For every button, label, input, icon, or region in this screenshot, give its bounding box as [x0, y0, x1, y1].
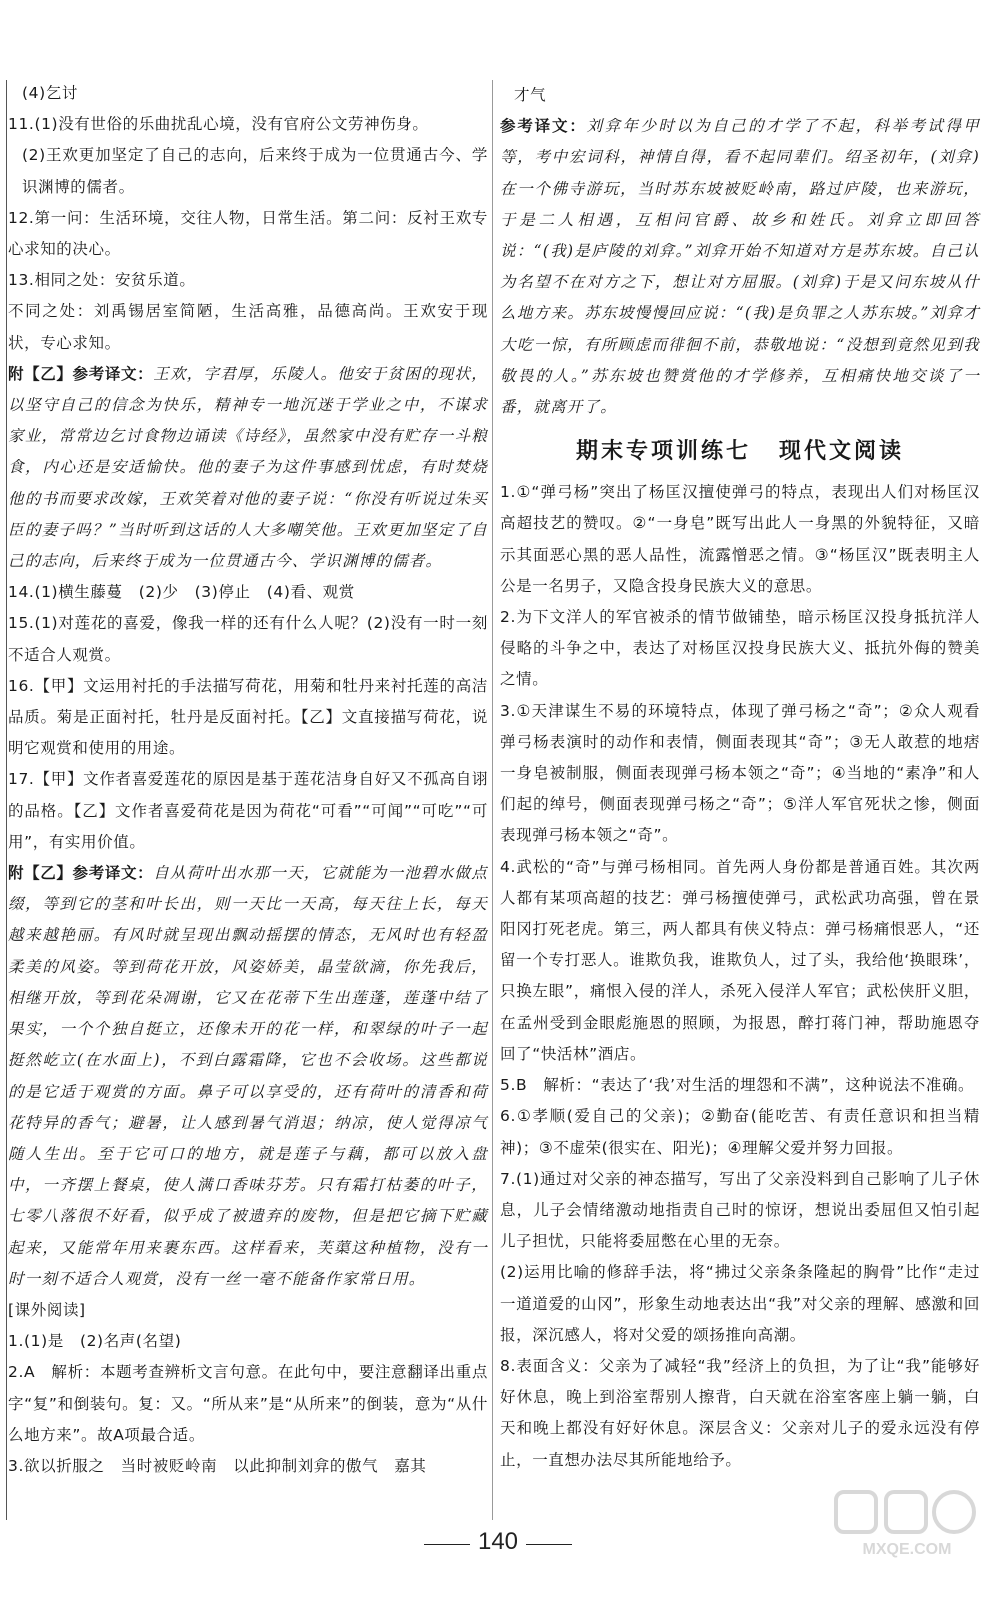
column-divider: [492, 80, 493, 1520]
section-title: [500, 431, 980, 471]
answer-r2: 2.为下文洋人的军官被杀的情节做铺垫，暗示杨匡汉投身抵抗洋人侵略的斗争之中，表达了对杨匡汉投身民族大义、抵抗外侮的赞美之情。: [500, 608, 980, 689]
q13-translation: [8, 359, 488, 577]
translation-label: 参考译文：: [500, 117, 587, 136]
watermark-logo: [832, 1488, 982, 1560]
section-title-main: 期末专项训练七: [575, 438, 751, 465]
answer-r1: 1.①“弹弓杨”突出了杨匡汉擅使弹弓的特点，表现出人们对杨匡汉高超技艺的赞叹。②“一身皂”既写出此人一身黑的外貌特征，又暗示其面恶心黑的恶人品性，流露憎恶之情。③“杨匡汉”既表明主人公是一名男子，又隐含投身民族大义的意思。: [500, 483, 980, 595]
answer-q16: 16.【甲】文运用衬托的手法描写荷花，用菊和牡丹来衬托莲的高洁品质。菊是正面衬托，牡丹是反面衬托。【乙】文直接描写荷花，说明它观赏和使用的用途。: [8, 676, 488, 758]
answer-q11-1: 11.(1)没有世俗的乐曲扰乱心境，没有官府公文劳神伤身。: [8, 115, 429, 134]
answer-r3: 3.①天津谋生不易的环境特点，体现了弹弓杨之“奇”；②众人观看弹弓杨表演时的动作和表情，侧面表现其“奇”；③无人敢惹的地痞一身皂被制服，侧面表现弹弓杨本领之“奇”；④当地的“素净”和人们起的绰号，侧面表现弹弓杨之“奇”；⑤洋人军官死状之惨，侧面表现弹弓杨本领之“奇”。: [500, 701, 980, 845]
page-number: 140: [477, 1528, 519, 1555]
footer-rule-left: [424, 1544, 470, 1545]
extra-translation: [500, 111, 980, 423]
answer-extra-3: 3.欲以折服之 当时被贬岭南 以此抑制刘弇的傲气 嘉其: [8, 1456, 427, 1475]
translation-label: 附【乙】参考译文：: [8, 364, 154, 383]
answer-r8: 8.表面含义：父亲为了减轻“我”经济上的负担，为了让“我”能够好好休息，晚上到浴室帮别人擦背，白天就在浴室客座上躺一躺，白天和晚上都没有好好休息。深层含义：父亲对儿子的爱永远没有停止，一直想办法尽其所能地给予。: [500, 1356, 980, 1469]
answer-q17: 17.【甲】文作者喜爱莲花的原因是基于莲花洁身自好又不孤高自诩的品格。【乙】文作者喜爱荷花是因为荷花“可看”“可闻”“可吃”“可用”，有实用价值。: [8, 770, 488, 851]
answer-r4: 4.武松的“奇”与弹弓杨相同。首先两人身份都是普通百姓。其次两人都有某项高超的技艺：弹弓杨擅使弹弓，武松武功高强，曾在景阳冈打死老虎。第三，两人都具有侠义特点：弹弓杨痛恨恶人，“还留一个专打恶人。谁欺负我，谁欺负人，过了头，我给他‘换眼珠’，只换左眼”，痛恨入侵的洋人，杀死入侵洋人军官；武松侠肝义胆，在孟州受到金眼彪施恩的照顾，为报恩，醉打蒋门神，帮助施恩夺回了“快活林”酒店。: [500, 857, 980, 1063]
answer-q13-same: 13.相同之处：安贫乐道。: [8, 271, 196, 290]
translation-text: 刘弇年少时以为自己的才学了不起，科举考试得甲等，考中宏词科，神情自得，看不起同辈们。绍圣初年，(刘弇)在一个佛寺游玩，当时苏东坡被贬岭南，路过庐陵，也来游玩，于是二人相遇，互相问官爵、故乡和姓氏。刘弇立即回答说：“(我)是庐陵的刘弇。”刘弇开始不知道对方是苏东坡。自己认为名望不在对方之下，想让对方屈服。(刘弇)于是又问东坡从什么地方来。苏东坡慢慢回应说：“(我)是负罪之人苏东坡。”刘弇才大吃一惊，有所顾虑而徘徊不前，恭敬地说：“没想到竟然见到我敬畏的人。”苏东坡也赞赏他的才学修养，互相痛快地交谈了一番，就离开了。: [500, 117, 980, 417]
answer-q11-2: (2)王欢更加坚定了自己的志向，后来终于成为一位贯通古今、学识渊博的儒者。: [22, 146, 488, 196]
translation-text: 王欢，字君厚，乐陵人。他安于贫困的现状，以坚守自己的信念为快乐，精神专一地沉迷于学业之中，不谋求家业，常常边乞讨食物边诵读《诗经》，虽然家中没有贮存一斗粮食，内心还是安适愉快。他的妻子为这件事感到忧虑，有时焚烧他的书而要求改嫁，王欢笑着对他的妻子说：“你没有听说过朱买臣的妻子吗？”当时听到这话的人大多嘲笑他。王欢更加坚定了自己的志向，后来终于成为一位贯通古今、学识渊博的儒者。: [8, 364, 488, 571]
answer-r5: 5.B 解析：“表达了‘我’对生活的埋怨和不满”，这种说法不准确。: [500, 1076, 975, 1095]
translation-label: 附【乙】参考译文：: [8, 864, 154, 883]
answer-r7-2: (2)运用比喻的修辞手法，将“拂过父亲条条隆起的胸骨”比作“走过一道道爱的山冈”，形象生动地表达出“我”对父亲的理解、感激和回报，深沉感人，将对父爱的颂扬推向高潮。: [500, 1263, 980, 1344]
left-edge-line: [6, 80, 7, 1520]
answer-q10-4: (4)乞讨: [22, 84, 78, 102]
answer-r7-1: 7.(1)通过对父亲的神态描写，写出了父亲没料到自己影响了儿子休息，儿子会情绪激动地指责自己时的惊讶，想说出委屈但又怕引起儿子担忧，只能将委屈憋在心里的无奈。: [500, 1169, 980, 1251]
right-column: [500, 80, 980, 1476]
q17-translation: [8, 858, 488, 1295]
answer-q12: 12.第一问：生活环境，交往人物，日常生活。第二问：反衬王欢专心求知的决心。: [8, 208, 488, 259]
answer-q14: 14.(1)横生藤蔓 (2)少 (3)停止 (4)看、观赏: [8, 583, 355, 602]
watermark-text: MXQE.COM: [862, 1541, 952, 1558]
answer-extra-3-cont: 才气: [514, 86, 547, 104]
answer-extra-2: 2.A 解析：本题考查辨析文言句意。在此句中，要注意翻译出重点字“复”和倒装句。复：又。“所从来”是“从所来”的倒装，意为“从什么地方来”。故A项最合适。: [8, 1363, 488, 1444]
left-column: [8, 78, 488, 1482]
answer-extra-1: 1.(1)是 (2)名声(名望): [8, 1332, 182, 1351]
translation-text: 自从荷叶出水那一天，它就能为一池碧水做点缀，等到它的茎和叶长出，则一天比一天高，每天往上长，每天越来越艳丽。有风时就呈现出飘动摇摆的情态，无风时也有轻盈柔美的风姿。等到荷花开放，风姿娇美，晶莹欲滴，你先我后，相继开放，等到花朵凋谢，它又在花蒂下生出莲蓬，莲蓬中结了果实，一个个独自挺立，还像未开的花一样，和翠绿的叶子一起挺然屹立(在水面上)，不到白露霜降，它也不会收场。这些都说的是它适于观赏的方面。鼻子可以享受的，还有荷叶的清香和荷花特异的香气；避暑，让人感到暑气消退；纳凉，使人觉得凉气随人生出。至于它可口的地方，就是莲子与藕，都可以放入盘中，一齐摆上餐桌，使人满口香味芬芳。只有霜打枯萎的叶子，七零八落很不好看，似乎成了被遗弃的废物，但是把它摘下贮藏起来，又能常年用来裹东西。这样看来，芙蕖这种植物，没有一时一刻不适合人观赏，没有一丝一毫不能备作家常日用。: [8, 864, 488, 1288]
answer-q13-diff: 不同之处：刘禹锡居室简陋，生活高雅，品德高尚。王欢安于现状，专心求知。: [8, 302, 488, 352]
answer-q15: 15.(1)对莲花的喜爱，像我一样的还有什么人呢？(2)没有一时一刻不适合人观赏。: [8, 614, 488, 664]
footer-rule-right: [526, 1544, 572, 1545]
extra-reading-header: [课外阅读]: [8, 1300, 86, 1319]
section-title-sub: 现代文阅读: [779, 438, 905, 465]
answer-r6: 6.①孝顺(爱自己的父亲)；②勤奋(能吃苦、有责任意识和担当精神)；③不虚荣(很实在、阳光)；④理解父爱并努力回报。: [500, 1107, 980, 1157]
